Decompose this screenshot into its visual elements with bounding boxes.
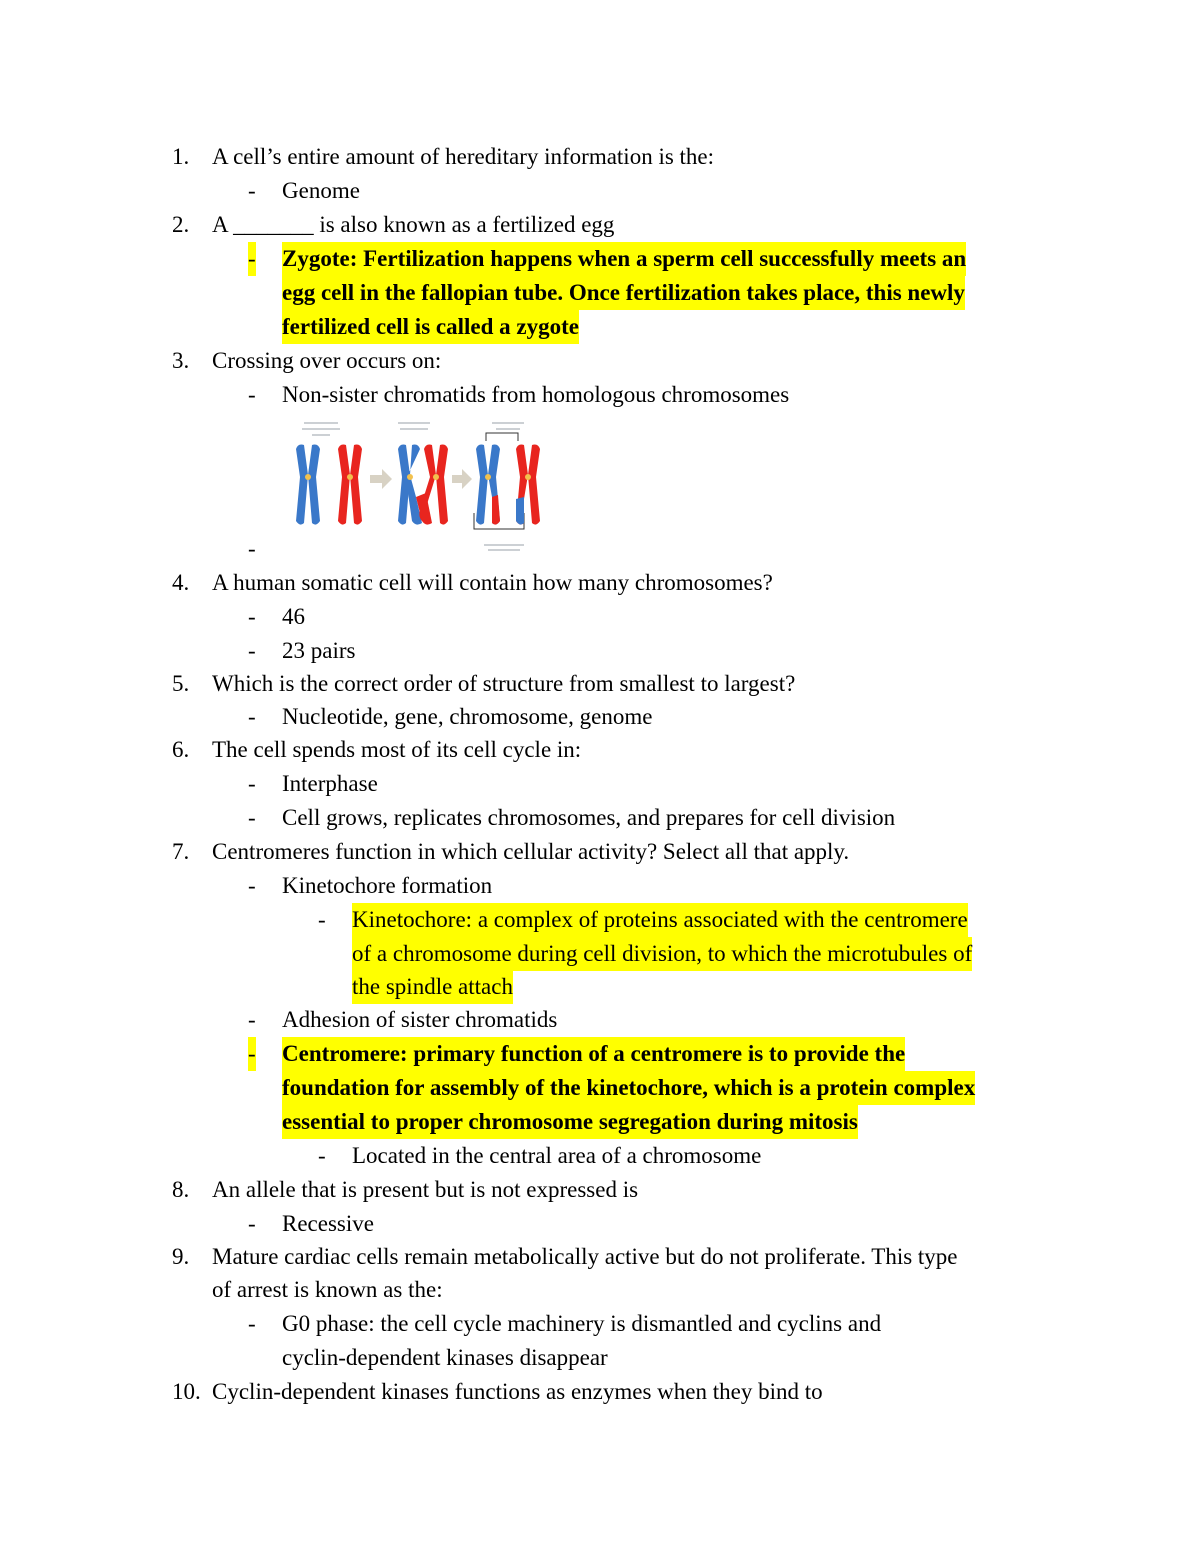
bracket-top xyxy=(486,433,518,441)
question-text: A _______ is also known as a fertilized egg xyxy=(212,212,615,237)
answer-text: Adhesion of sister chromatids xyxy=(282,1007,558,1032)
answer-text: Kinetochore formation xyxy=(282,873,493,898)
answer-text: Located in the central area of a chromosome xyxy=(352,1143,762,1168)
question-number: 3. xyxy=(172,348,190,373)
bullet-dash: - xyxy=(318,907,326,932)
answer-text: Centromere: primary function of a centromere is to provide the xyxy=(282,1037,905,1071)
bullet-dash: - xyxy=(248,805,256,830)
question-text: Cyclin-dependent kinases functions as enzymes when they bind to xyxy=(212,1379,823,1404)
question-text: The cell spends most of its cell cycle in: xyxy=(212,737,582,762)
answer-text: cyclin-dependent kinases disappear xyxy=(282,1345,608,1370)
question-number: 4. xyxy=(172,570,190,595)
question-number: 1. xyxy=(172,144,190,169)
answer-text: 23 pairs xyxy=(282,638,356,663)
arrow-icon xyxy=(370,469,392,489)
bullet-dash: - xyxy=(248,604,256,629)
answer-text: foundation for assembly of the kinetochore, which is a protein complex xyxy=(282,1071,975,1105)
answer-text: Genome xyxy=(282,178,360,203)
bullet-dash: - xyxy=(248,1211,256,1236)
bullet-dash: - xyxy=(248,536,256,561)
answer-text: the spindle attach xyxy=(352,970,513,1004)
answer-text: Interphase xyxy=(282,771,378,796)
answer-text: essential to proper chromosome segregation during mitosis xyxy=(282,1105,858,1139)
bullet-dash: - xyxy=(248,178,256,203)
question-text: A human somatic cell will contain how many chromosomes? xyxy=(212,570,773,595)
bullet-dash: - xyxy=(248,771,256,796)
question-number: 6. xyxy=(172,737,190,762)
question-text: of arrest is known as the: xyxy=(212,1277,443,1302)
answer-text: Recessive xyxy=(282,1211,374,1236)
bullet-dash: - xyxy=(248,1037,256,1071)
chromosome-pair-3 xyxy=(476,445,540,525)
question-text: Crossing over occurs on: xyxy=(212,348,442,373)
answer-text: Cell grows, replicates chromosomes, and prepares for cell division xyxy=(282,805,896,830)
answer-text: of a chromosome during cell division, to which the microtubules of xyxy=(352,937,972,971)
question-text: A cell’s entire amount of hereditary information is the: xyxy=(212,144,715,169)
bullet-dash: - xyxy=(248,873,256,898)
chromosome-pair-1 xyxy=(296,445,362,525)
question-number: 9. xyxy=(172,1244,190,1269)
bullet-dash: - xyxy=(248,242,256,276)
answer-text: G0 phase: the cell cycle machinery is dismantled and cyclins and xyxy=(282,1311,882,1336)
question-text: Which is the correct order of structure from smallest to largest? xyxy=(212,671,796,696)
answer-text: egg cell in the fallopian tube. Once fertilization takes place, this newly xyxy=(282,276,965,310)
chromosome-pair-2 xyxy=(398,445,448,525)
question-number: 2. xyxy=(172,212,190,237)
question-number: 10. xyxy=(172,1379,201,1404)
answer-text: 46 xyxy=(282,604,305,629)
question-number: 8. xyxy=(172,1177,190,1202)
bullet-dash: - xyxy=(248,1007,256,1032)
question-text: Centromeres function in which cellular activity? Select all that apply. xyxy=(212,839,850,864)
bullet-dash: - xyxy=(248,704,256,729)
answer-text: Kinetochore: a complex of proteins associated with the centromere xyxy=(352,903,968,937)
answer-text: fertilized cell is called a zygote xyxy=(282,310,579,344)
bullet-dash: - xyxy=(248,382,256,407)
answer-text: Non-sister chromatids from homologous chromosomes xyxy=(282,382,790,407)
question-text: An allele that is present but is not expressed is xyxy=(212,1177,639,1202)
bullet-dash: - xyxy=(248,1311,256,1336)
question-number: 7. xyxy=(172,839,190,864)
bullet-dash: - xyxy=(248,638,256,663)
crossing-over-diagram xyxy=(286,417,556,552)
question-text: Mature cardiac cells remain metabolically active but do not proliferate. This type xyxy=(212,1244,958,1269)
arrow-icon xyxy=(452,469,472,489)
bullet-dash: - xyxy=(318,1143,326,1168)
answer-text: Nucleotide, gene, chromosome, genome xyxy=(282,704,653,729)
question-number: 5. xyxy=(172,671,190,696)
answer-text: Zygote: Fertilization happens when a sperm cell successfully meets an xyxy=(282,242,966,276)
